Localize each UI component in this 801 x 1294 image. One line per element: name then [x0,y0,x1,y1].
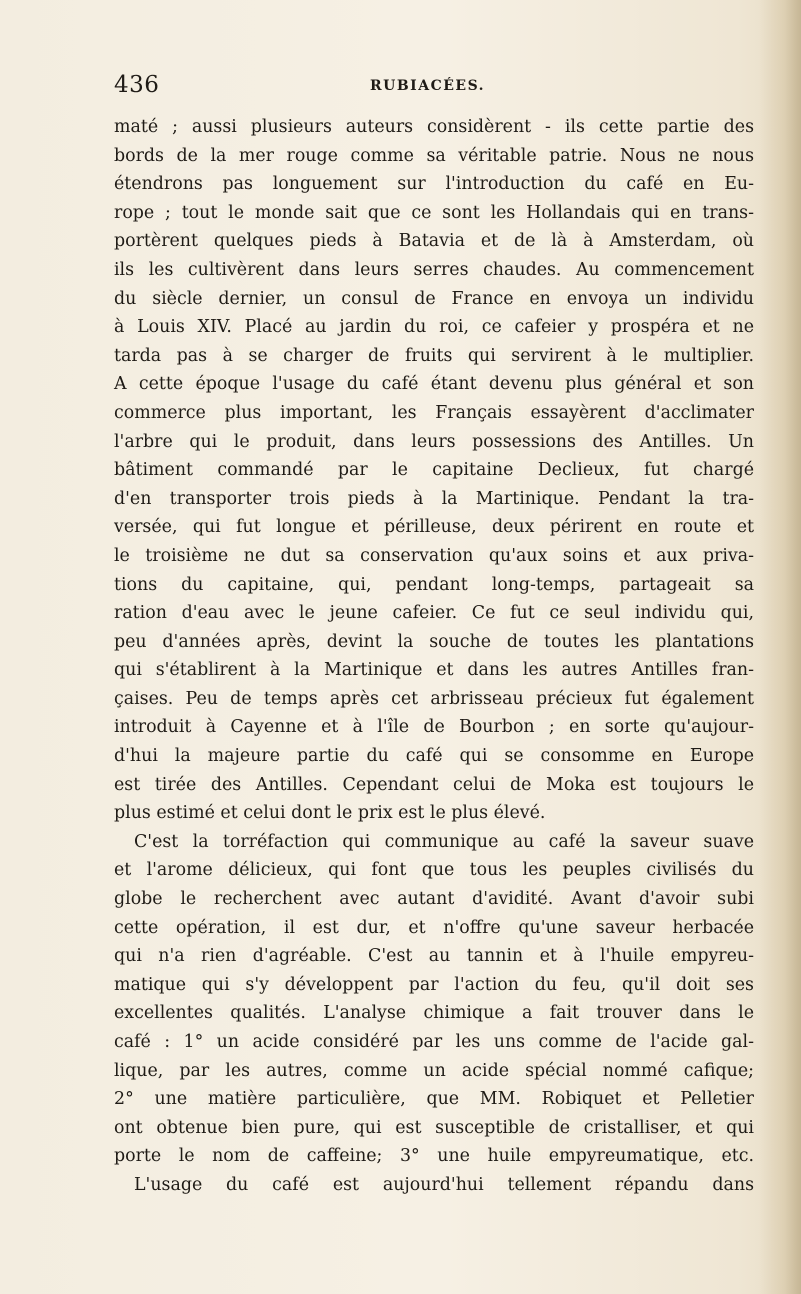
text-line: d'hui la majeure partie du café qui se consomme en Europe [114,746,754,767]
text-line: le troisième ne dut sa conservation qu'aux soins et aux priva- [114,545,754,566]
text-line: portèrent quelques pieds à Batavia et de là à Amsterdam, où [114,231,754,252]
text-line: tions du capitaine, qui, pendant long-temps, partageait sa [114,574,754,595]
text-line: versée, qui fut longue et périlleuse, deux périrent en route et [114,517,754,538]
text-line: A cette époque l'usage du café étant devenu plus général et son [114,374,754,395]
text-line: introduit à Cayenne et à l'île de Bourbon ; en sorte qu'aujour- [114,717,754,738]
text-line: globe le recherchent avec autant d'avidité. Avant d'avoir subi [114,889,754,910]
text-line: et l'arome délicieux, qui font que tous les peuples civilisés du [114,860,754,881]
text-line: lique, par les autres, comme un acide spécial nommé cafique; [114,1060,754,1081]
text-line: bords de la mer rouge comme sa véritable patrie. Nous ne nous [114,145,754,166]
running-head: RUBIACÉES. [370,78,486,94]
text-line: commerce plus important, les Français essayèrent d'acclimater [114,402,754,423]
text-line: café : 1° un acide considéré par les uns comme de l'acide gal- [114,1032,754,1052]
text-line: porte le nom de caffeine; 3° une huile empyreumatique, etc. [114,1146,754,1167]
text-line: plus estimé et celui dont le prix est le plus élevé. [114,803,546,824]
text-line: ont obtenue bien pure, qui est susceptible de cristalliser, et qui [114,1117,754,1138]
text-line: qui n'a rien d'agréable. C'est au tannin et à l'huile empyreu- [114,946,754,967]
text-line: tarda pas à se charger de fruits qui servirent à le multiplier. [114,345,754,366]
text-line: excellentes qualités. L'analyse chimique a fait trouver dans le [114,1003,754,1024]
text-line: qui s'établirent à la Martinique et dans les autres Antilles fran- [114,660,754,681]
text-line: bâtiment commandé par le capitaine Declieux, fut chargé [114,460,754,481]
text-line: çaises. Peu de temps après cet arbrisseau précieux fut également [114,688,754,709]
text-line: cette opération, il est dur, et n'offre qu'une saveur herbacée [114,917,754,938]
text-line: d'en transporter trois pieds à la Martinique. Pendant la tra- [114,488,754,509]
text-line: 2° une matière particulière, que MM. Robiquet et Pelletier [114,1089,754,1110]
text-line: peu d'années après, devint la souche de toutes les plantations [114,631,754,652]
text-line: C'est la torréfaction qui communique au café la saveur suave [134,831,754,852]
text-line: matique qui s'y développent par l'action du feu, qu'il doit ses [114,974,754,995]
page-number: 436 [114,72,160,98]
page-header [114,72,734,106]
text-line: L'usage du café est aujourd'hui tellement répandu dans [134,1174,754,1195]
page-edge-shadow [759,0,801,1294]
text-line: est tirée des Antilles. Cependant celui de Moka est toujours le [114,774,754,795]
text-line: ils les cultivèrent dans leurs serres chaudes. Au commencement [114,259,754,280]
body-text [114,113,754,1200]
text-line: étendrons pas longuement sur l'introduction du café en Eu- [114,174,754,195]
text-line: maté ; aussi plusieurs auteurs considèrent - ils cette partie des [114,117,754,137]
text-line: ration d'eau avec le jeune cafeier. Ce fut ce seul individu qui, [114,603,754,624]
text-line: l'arbre qui le produit, dans leurs possessions des Antilles. Un [114,431,754,452]
text-line: du siècle dernier, un consul de France en envoya un individu [114,288,754,309]
text-line: à Louis XIV. Placé au jardin du roi, ce cafeier y prospéra et ne [114,317,754,338]
text-line: rope ; tout le monde sait que ce sont les Hollandais qui en trans- [114,202,754,223]
